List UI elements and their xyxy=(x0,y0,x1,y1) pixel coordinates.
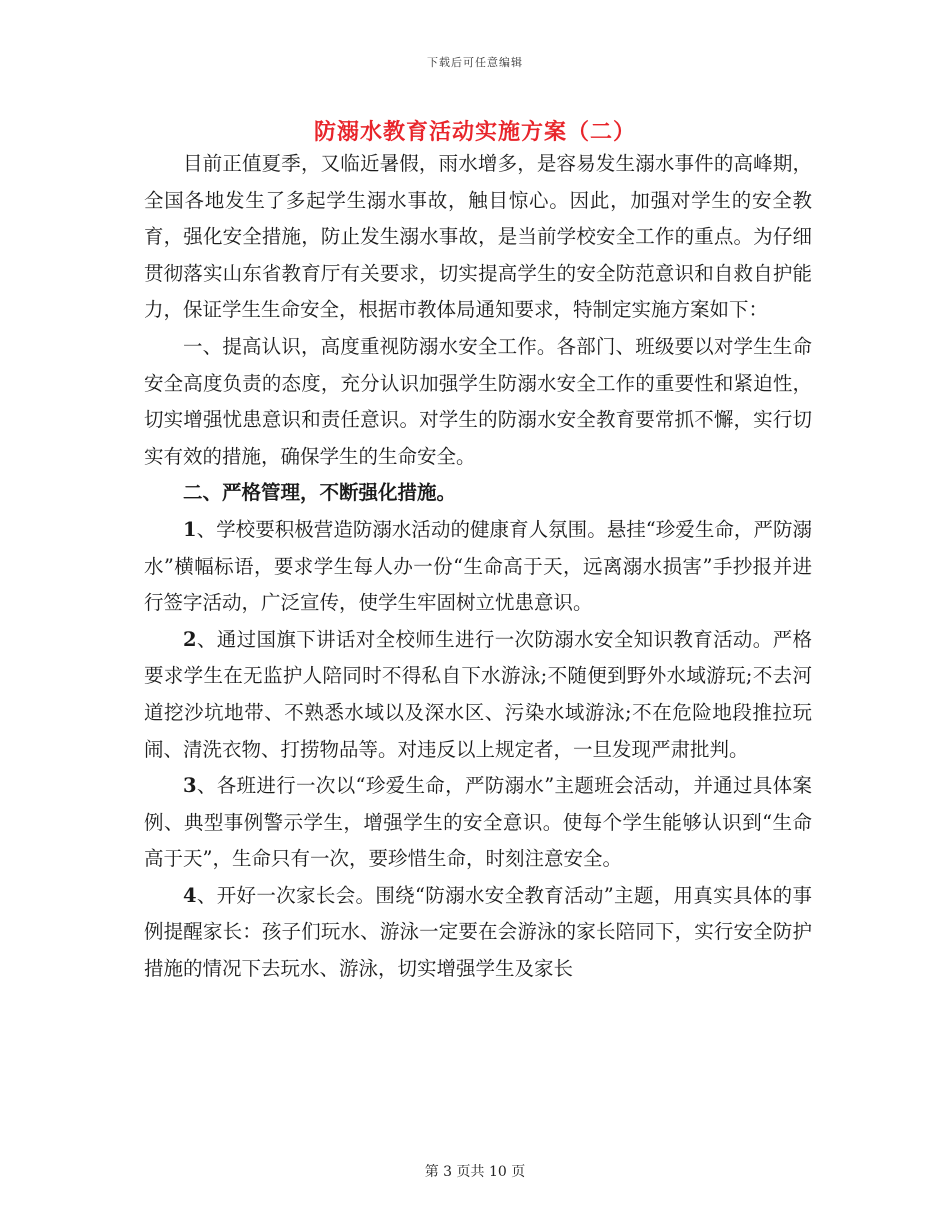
paragraph-text: 、开好一次家长会。围绕“防溺水安全教育活动”主题，用真实具体的事例提醒家长：孩子们玩水、游泳一定要在会游泳的家长陪同下，实行安全防护措施的情况下去玩水、游泳，切实增强学生及家长 xyxy=(144,883,812,981)
item-1-paragraph xyxy=(144,512,812,622)
item-3-paragraph xyxy=(144,768,812,878)
item-number: 1 xyxy=(183,517,197,541)
paragraph-text: 一、提高认识，高度重视防溺水安全工作。各部门、班级要以对学生生命安全高度负责的态度，充分认识加强学生防溺水安全工作的重要性和紧迫性，切实增强忧患意识和责任意识。对学生的防溺水安全教育要常抓不懈，实行切实有效的措施，确保学生的生命安全。 xyxy=(144,334,812,468)
section-two-heading xyxy=(144,475,812,512)
paragraph-text: 、各班进行一次以“珍爱生命，严防溺水”主题班会活动，并通过具体案例、典型事例警示学生，增强学生的安全意识。使每个学生能够认识到“生命高于天”，生命只有一次，要珍惜生命，时刻注意安全。 xyxy=(144,774,812,871)
paragraph-text: 、通过国旗下讲话对全校师生进行一次防溺水安全知识教育活动。严格要求学生在无监护人陪同时不得私自下水游泳;不随便到野外水域游玩;不去河道挖沙坑地带、不熟悉水域以及深水区、污染水域游泳;不在危险地段推拉玩闹、清洗衣物、打捞物品等。对违反以上规定者，一旦发现严肃批判。 xyxy=(144,627,812,761)
item-number: 3 xyxy=(183,774,197,798)
paragraph-text: 、学校要积极营造防溺水活动的健康育人氛围。悬挂“珍爱生命，严防溺水”横幅标语，要求学生每人办一份“生命高于天，远离溺水损害”手抄报并进行签字活动，广泛宣传，使学生牢固树立忧患意识。 xyxy=(144,517,812,615)
section-one-paragraph xyxy=(144,329,812,475)
heading-text: 二、严格管理，不断强化措施。 xyxy=(183,481,457,505)
document-body xyxy=(144,146,812,988)
intro-paragraph xyxy=(144,146,812,329)
item-4-paragraph xyxy=(144,878,812,988)
paragraph-text: 目前正值夏季，又临近暑假，雨水增多，是容易发生溺水事件的高峰期，全国各地发生了多起学生溺水事故，触目惊心。因此，加强对学生的安全教育，强化安全措施，防止发生溺水事故，是当前学校安全工作的重点。为仔细贯彻落实山东省教育厅有关要求，切实提高学生的安全防范意识和自救自护能力，保证学生生命安全，根据市教体局通知要求，特制定实施方案如下： xyxy=(144,152,812,322)
document-title: 防溺水教育活动实施方案（二） xyxy=(313,119,636,145)
item-2-paragraph xyxy=(144,622,812,768)
item-number: 4 xyxy=(183,883,197,907)
page-header-note: 下载后可任意编辑 xyxy=(427,56,523,69)
item-number: 2 xyxy=(183,627,197,651)
page-number-footer: 第 3 页共 10 页 xyxy=(424,1164,526,1180)
